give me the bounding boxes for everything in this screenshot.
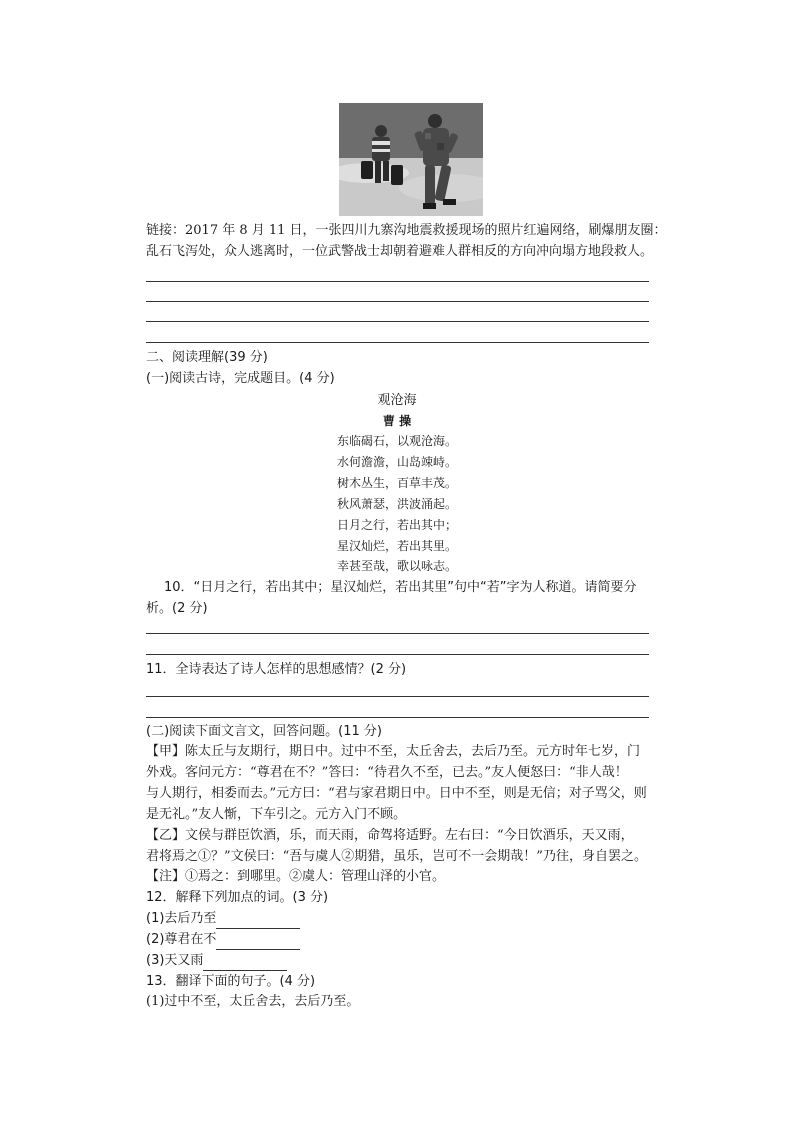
answer-blank[interactable]: [216, 935, 300, 950]
question-12-item: [146, 930, 300, 950]
section-heading: 二、阅读理解(39 分): [146, 350, 268, 365]
answer-line[interactable]: [146, 654, 649, 655]
poem-line: 幸甚至哉，歌以咏志。: [336, 559, 457, 573]
answer-line[interactable]: [146, 342, 649, 343]
question-12-item-label: (3)天又雨: [146, 953, 204, 968]
passage-jia-line: 外戏。客问元方：“尊君在不？”答曰：“待君久不至，已去。”友人便怒曰：“非人哉！: [146, 765, 628, 780]
answer-line[interactable]: [146, 321, 649, 322]
question-12-item-label: (2)尊君在不: [146, 932, 217, 947]
passage-jia-line: 【甲】陈太丘与友期行，期日中。过中不至，太丘舍去，去后乃至。元方时年七岁，门: [146, 744, 641, 759]
passage-yi-line: 君将焉之①？”文侯曰：“吾与虞人②期猎，虽乐，岂可不一会期哉！”乃往，身自罢之。: [146, 849, 647, 864]
question-12-item: [146, 909, 300, 929]
answer-line[interactable]: [146, 281, 649, 282]
link-line-2: 乱石飞泻处，众人逃离时，一位武警战士却朝着避难人群相反的方向冲向塌方地段救人。: [146, 244, 654, 259]
answer-line[interactable]: [146, 633, 649, 634]
poem-line: 水何澹澹，山岛竦峙。: [336, 455, 457, 469]
passage-yi-line: 【乙】文侯与群臣饮酒，乐，而天雨，命驾将适野。左右曰：“今日饮酒乐，天又雨，: [146, 828, 634, 843]
question-10-line-1: 10．“日月之行，若出其中；星汉灿烂，若出其里”句中“若”字为人称道。请简要分: [164, 580, 637, 595]
question-10-line-2: 析。(2 分): [146, 601, 208, 616]
question-11: 11．全诗表达了诗人怎样的思想感情？(2 分): [146, 662, 407, 677]
poem-line: 星汉灿烂，若出其里。: [336, 539, 457, 553]
link-line-1: 链接：2017 年 8 月 11 日，一张四川九寨沟地震救援现场的照片红遍网络，刷爆朋友圈：: [146, 223, 667, 238]
question-12-item: [146, 951, 287, 971]
answer-blank[interactable]: [216, 914, 300, 929]
passage-jia-line: 与人期行，相委而去。”元方曰：“君与家君期日中。日中不至，则是无信；对子骂父，则: [146, 786, 647, 801]
answer-line[interactable]: [146, 717, 649, 718]
answer-blank[interactable]: [203, 956, 287, 971]
poem-line: 树木丛生，百草丰茂。: [336, 476, 457, 490]
part1-heading: (一)阅读古诗，完成题目。(4 分): [146, 371, 335, 386]
passage-jia-line: 是无礼。”友人惭，下车引之。元方入门不顾。: [146, 807, 407, 822]
answer-line[interactable]: [146, 696, 649, 697]
poem-author: 曹 操: [382, 414, 412, 428]
question-13: 13．翻译下面的句子。(4 分): [146, 974, 316, 989]
question-13-item-1: (1)过中不至，太丘舍去，去后乃至。: [146, 994, 360, 1009]
rescue-photo-drawing: [339, 103, 483, 216]
part2-heading: (二)阅读下面文言文，回答问题。(11 分): [146, 724, 382, 739]
passage-note: 【注】①焉之：到哪里。②虞人：管理山泽的小官。: [146, 869, 446, 884]
poem-title: 观沧海: [377, 393, 417, 408]
poem-line: 秋风萧瑟，洪波涌起。: [336, 497, 457, 511]
rescue-photo: [339, 103, 483, 216]
question-12-item-label: (1)去后乃至: [146, 911, 217, 926]
question-12: 12．解释下列加点的词。(3 分): [146, 890, 329, 905]
poem-line: 东临碣石，以观沧海。: [336, 434, 457, 448]
poem-line: 日月之行，若出其中；: [336, 518, 457, 532]
answer-line[interactable]: [146, 301, 649, 302]
